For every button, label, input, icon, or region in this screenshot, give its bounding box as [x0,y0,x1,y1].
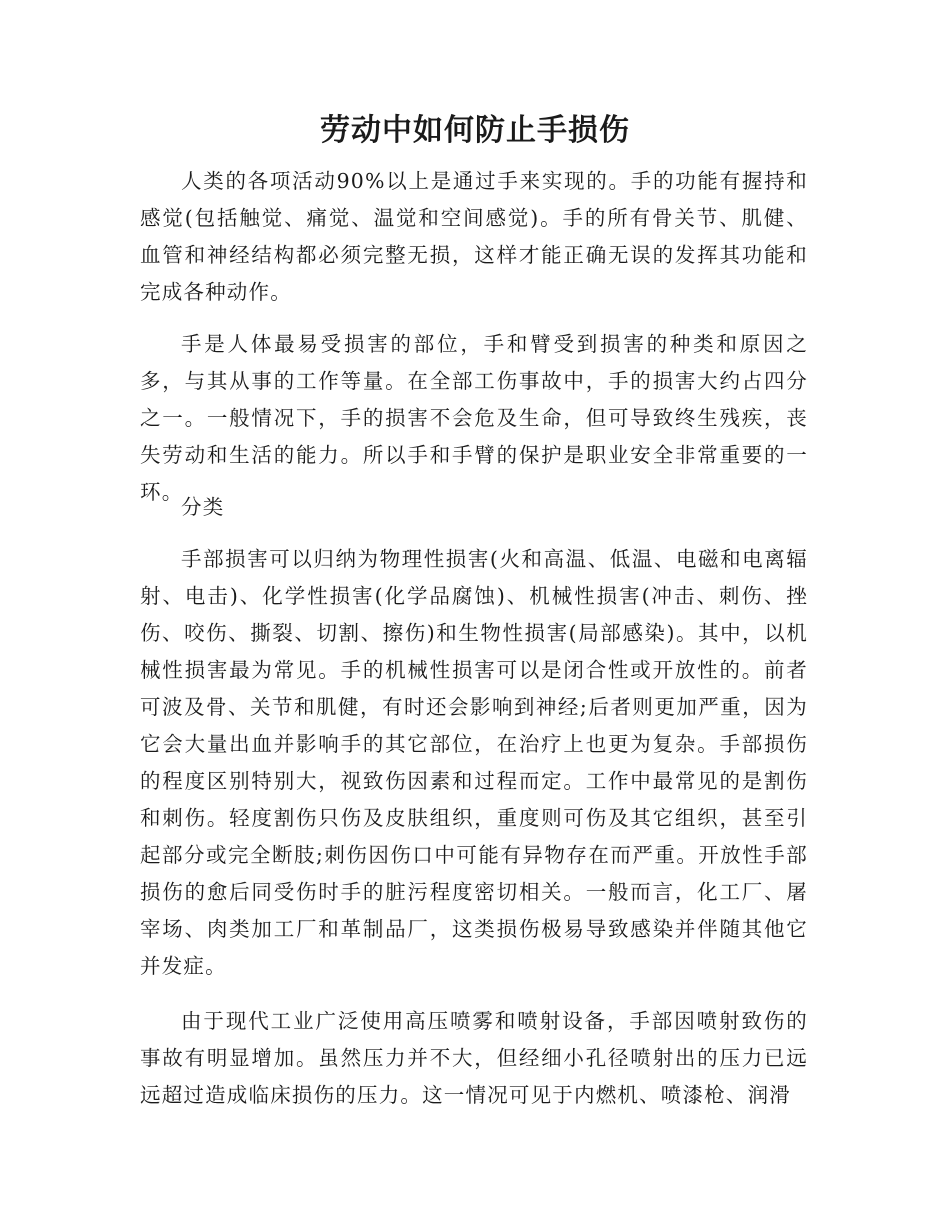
paragraph-high-pressure-injection: 由于现代工业广泛使用高压喷雾和喷射设备，手部因喷射致伤的事故有明显增加。虽然压力并不大，但经细小孔径喷射出的压力已远远超过造成临床损伤的压力。这一情况可见于内燃机、喷漆枪、润滑 [140,1009,808,1107]
document-title: 劳动中如何防止手损伤 [320,113,630,148]
paragraph-hand-injury-overview: 手是人体最易受损害的部位，手和臂受到损害的种类和原因之多，与其从事的工作等量。在全部工伤事故中，手的损害大约占四分之一。一般情况下，手的损害不会危及生命，但可导致终生残疾，丧失劳动和生活的能力。所以手和手臂的保护是职业安全非常重要的一环。 [140,332,808,504]
paragraph-classification: 手部损害可以归纳为物理性损害(火和高温、低温、电磁和电离辐射、电击)、化学性损害(化学品腐蚀)、机械性损害(冲击、刺伤、挫伤、咬伤、撕裂、切割、擦伤)和生物性损害(局部感染)。其中，以机械性损害最为常见。手的机械性损害可以是闭合性或开放性的。前者可波及骨、关节和肌健，有时还会影响到神经;后者则更加严重，因为它会大量出血并影响手的其它部位，在治疗上也更为复杂。手部损伤的程度区别特别大，视致伤因素和过程而定。工作中最常见的是割伤和刺伤。轻度割伤只伤及皮肤组织，重度则可伤及其它组织，甚至引起部分或完全断肢;刺伤因伤口中可能有异物存在而严重。开放性手部损伤的愈后同受伤时手的脏污程度密切相关。一般而言，化工厂、屠宰场、肉类加工厂和革制品厂，这类损伤极易导致感染并伴随其他它并发症。 [140,547,808,978]
section-heading-classification: 分类 [181,495,225,519]
paragraph-intro: 人类的各项活动90%以上是通过手来实现的。手的功能有握持和感觉(包括触觉、痛觉、温觉和空间感觉)。手的所有骨关节、肌健、血管和神经结构都必须完整无损，这样才能正确无误的发挥其功能和完成各种动作。 [140,169,808,304]
